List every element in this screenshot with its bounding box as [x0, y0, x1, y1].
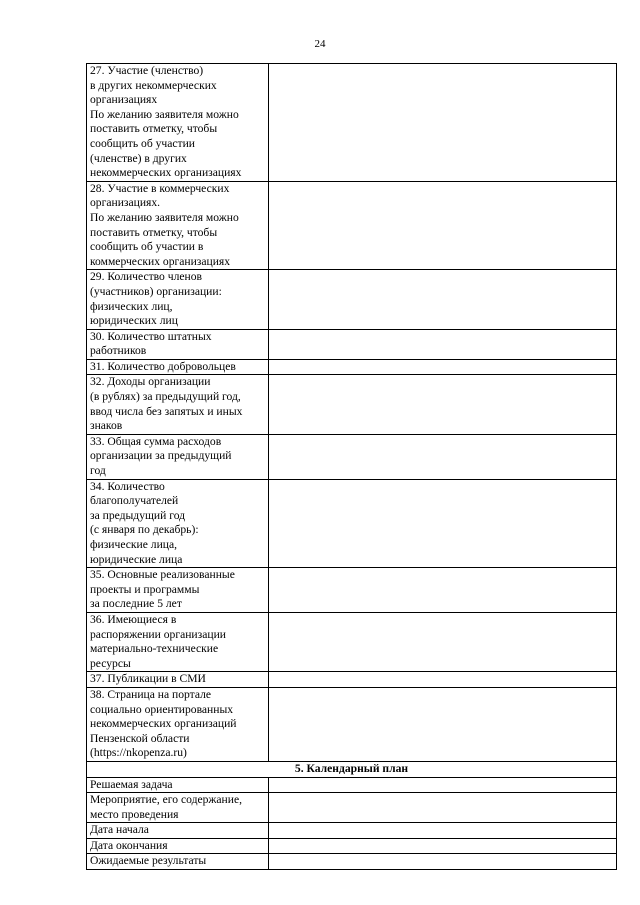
row-label: Дата начала: [87, 823, 269, 839]
page-number: 24: [314, 38, 326, 50]
row-label: 27. Участие (членство) в других некоммерческих организациях По желанию заявителя можно поставить отметку, чтобы сообщить об участии (членстве) в других некоммерческих организациях: [87, 64, 269, 182]
row-label: Дата окончания: [87, 838, 269, 854]
table-row: [87, 359, 617, 375]
row-label: 34. Количество благополучателей за предыдущий год (с января по декабрь): физические лица, юридические лица: [87, 479, 269, 568]
table-row: [87, 612, 617, 671]
row-value-field[interactable]: [269, 777, 617, 793]
row-label: Ожидаемые результаты: [87, 854, 269, 870]
row-label: Мероприятие, его содержание, место проведения: [87, 793, 269, 823]
row-value-field[interactable]: [269, 375, 617, 434]
row-label: 31. Количество добровольцев: [87, 359, 269, 375]
table-row: [87, 838, 617, 854]
row-value-field[interactable]: [269, 687, 617, 761]
table-row: [87, 854, 617, 870]
table-row: [87, 777, 617, 793]
row-value-field[interactable]: [269, 568, 617, 613]
row-value-field[interactable]: [269, 329, 617, 359]
row-label: 28. Участие в коммерческих организациях. По желанию заявителя можно поставить отметку, чтобы сообщить об участии в коммерческих организациях: [87, 181, 269, 270]
table-row: [87, 793, 617, 823]
table-row: [87, 672, 617, 688]
row-label: 30. Количество штатных работников: [87, 329, 269, 359]
row-label: 38. Страница на портале социально ориентированных некоммерческих организаций Пензенской области (https://nkopenza.ru): [87, 687, 269, 761]
row-label: 35. Основные реализованные проекты и программы за последние 5 лет: [87, 568, 269, 613]
table-row: [87, 687, 617, 761]
row-label: 32. Доходы организации (в рублях) за предыдущий год, ввод числа без запятых и иных знаков: [87, 375, 269, 434]
row-value-field[interactable]: [269, 359, 617, 375]
row-label: Решаемая задача: [87, 777, 269, 793]
table-row: [87, 823, 617, 839]
row-label: 33. Общая сумма расходов организации за предыдущий год: [87, 434, 269, 479]
application-form-table: [86, 63, 617, 870]
table-row: [87, 181, 617, 270]
table-row: [87, 479, 617, 568]
row-value-field[interactable]: [269, 672, 617, 688]
row-value-field[interactable]: [269, 838, 617, 854]
row-value-field[interactable]: [269, 181, 617, 270]
row-label: 37. Публикации в СМИ: [87, 672, 269, 688]
section-header-row: [87, 761, 617, 777]
row-label: 29. Количество членов (участников) организации: физических лиц, юридических лиц: [87, 270, 269, 329]
row-value-field[interactable]: [269, 270, 617, 329]
table-row: [87, 434, 617, 479]
row-value-field[interactable]: [269, 612, 617, 671]
table-row: [87, 375, 617, 434]
table-row: [87, 329, 617, 359]
table-row: [87, 270, 617, 329]
row-label: 36. Имеющиеся в распоряжении организации материально-технические ресурсы: [87, 612, 269, 671]
row-value-field[interactable]: [269, 823, 617, 839]
section-title: 5. Календарный план: [87, 761, 617, 777]
row-value-field[interactable]: [269, 64, 617, 182]
row-value-field[interactable]: [269, 479, 617, 568]
table-row: [87, 64, 617, 182]
row-value-field[interactable]: [269, 793, 617, 823]
row-value-field[interactable]: [269, 434, 617, 479]
table-row: [87, 568, 617, 613]
row-value-field[interactable]: [269, 854, 617, 870]
